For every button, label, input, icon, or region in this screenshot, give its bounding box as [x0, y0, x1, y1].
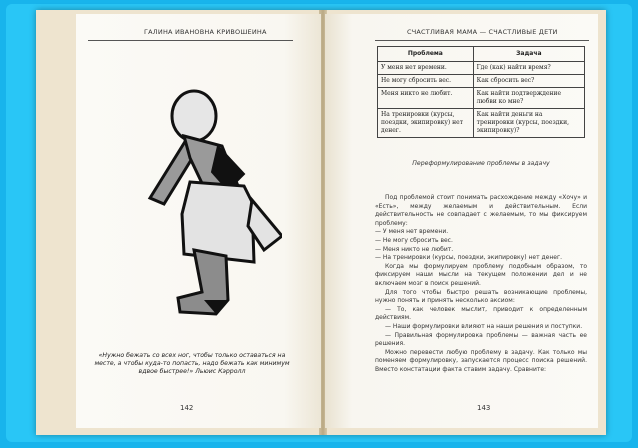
table-cell: Как найти подтверждение любви ко мне? — [473, 88, 584, 109]
list-item: — На тренировки (курсы, поездки, экипировку) нет денег. — [375, 254, 563, 262]
right-head-rule — [375, 40, 589, 41]
list-item: — Наши формулировки влияют на наши решения и поступки. — [385, 322, 583, 330]
left-running-head: ГАЛИНА ИВАНОВНА КРИВОШЕИНА — [144, 28, 267, 36]
right-page — [325, 14, 598, 428]
table-cell: Где (как) найти время? — [473, 62, 584, 75]
table-cell: Меня никто не любит. — [378, 88, 474, 109]
table-row — [378, 109, 585, 138]
list-item: — Не могу сбросить вес. — [375, 236, 453, 244]
table-header-row — [378, 47, 585, 62]
table-row — [378, 75, 585, 88]
table-row — [378, 62, 585, 75]
table-row — [378, 88, 585, 109]
problem-task-table — [377, 46, 585, 138]
table-header-cell: Проблема — [378, 47, 474, 62]
table-cell: Как сбросить вес? — [473, 75, 584, 88]
table-cell: Не могу сбросить вес. — [378, 75, 474, 88]
paragraph: Под проблемой стоит понимать расхождение между «Хочу» и «Есть», между желаемым и действительным. Если действительность не совпадает с желаемым, то мы фиксируем проблему: — [375, 194, 587, 227]
table-cell: У меня нет времени. — [378, 62, 474, 75]
table-cell: Как найти деньги на тренировки (курсы, поездки, экипировку)? — [473, 109, 584, 138]
paragraph: Для того чтобы быстро решать возникающие проблемы, нужно понять и принять несколько аксиом: — [375, 288, 587, 305]
right-running-head: СЧАСТЛИВАЯ МАМА — СЧАСТЛИВЫЕ ДЕТИ — [407, 28, 558, 36]
list-item: — У меня нет времени. — [375, 228, 449, 236]
paragraph: Когда мы формулируем проблему подобным образом, то фиксируем наши мысли на текущем положении дел и не включаем мозг в поиск решений. — [375, 262, 587, 287]
paragraph: Можно перевести любую проблему в задачу. Как только мы поменяем формулировку, запускается процесс поиска решений. Вместо констатации факта ставим задачу. Сравните: — [375, 348, 587, 373]
left-page — [76, 14, 321, 428]
table-caption: Переформулирование проблемы в задачу — [412, 160, 550, 167]
left-quote: «Нужно бежать со всех ног, чтобы только оставаться на месте, а чтобы куда-то попасть, надо бежать как минимум вдвое быстрее!» Льюис Кэрролл — [94, 352, 290, 376]
left-page-number: 142 — [180, 404, 194, 412]
running-figure-illustration — [132, 86, 282, 326]
list-item: — Правильная формулировка проблемы — важная часть ее решения. — [375, 331, 587, 348]
right-page-number: 143 — [477, 404, 491, 412]
body-text — [375, 194, 587, 374]
list-item: — То, как человек мыслит, приводит к определенным действиям. — [375, 305, 587, 322]
open-book — [36, 10, 606, 435]
left-head-rule — [88, 40, 293, 41]
list-item: — Меня никто не любит. — [375, 245, 454, 253]
table-header-cell: Задача — [473, 47, 584, 62]
table-cell: На тренировки (курсы, поездки, экипировку) нет денег. — [378, 109, 474, 138]
